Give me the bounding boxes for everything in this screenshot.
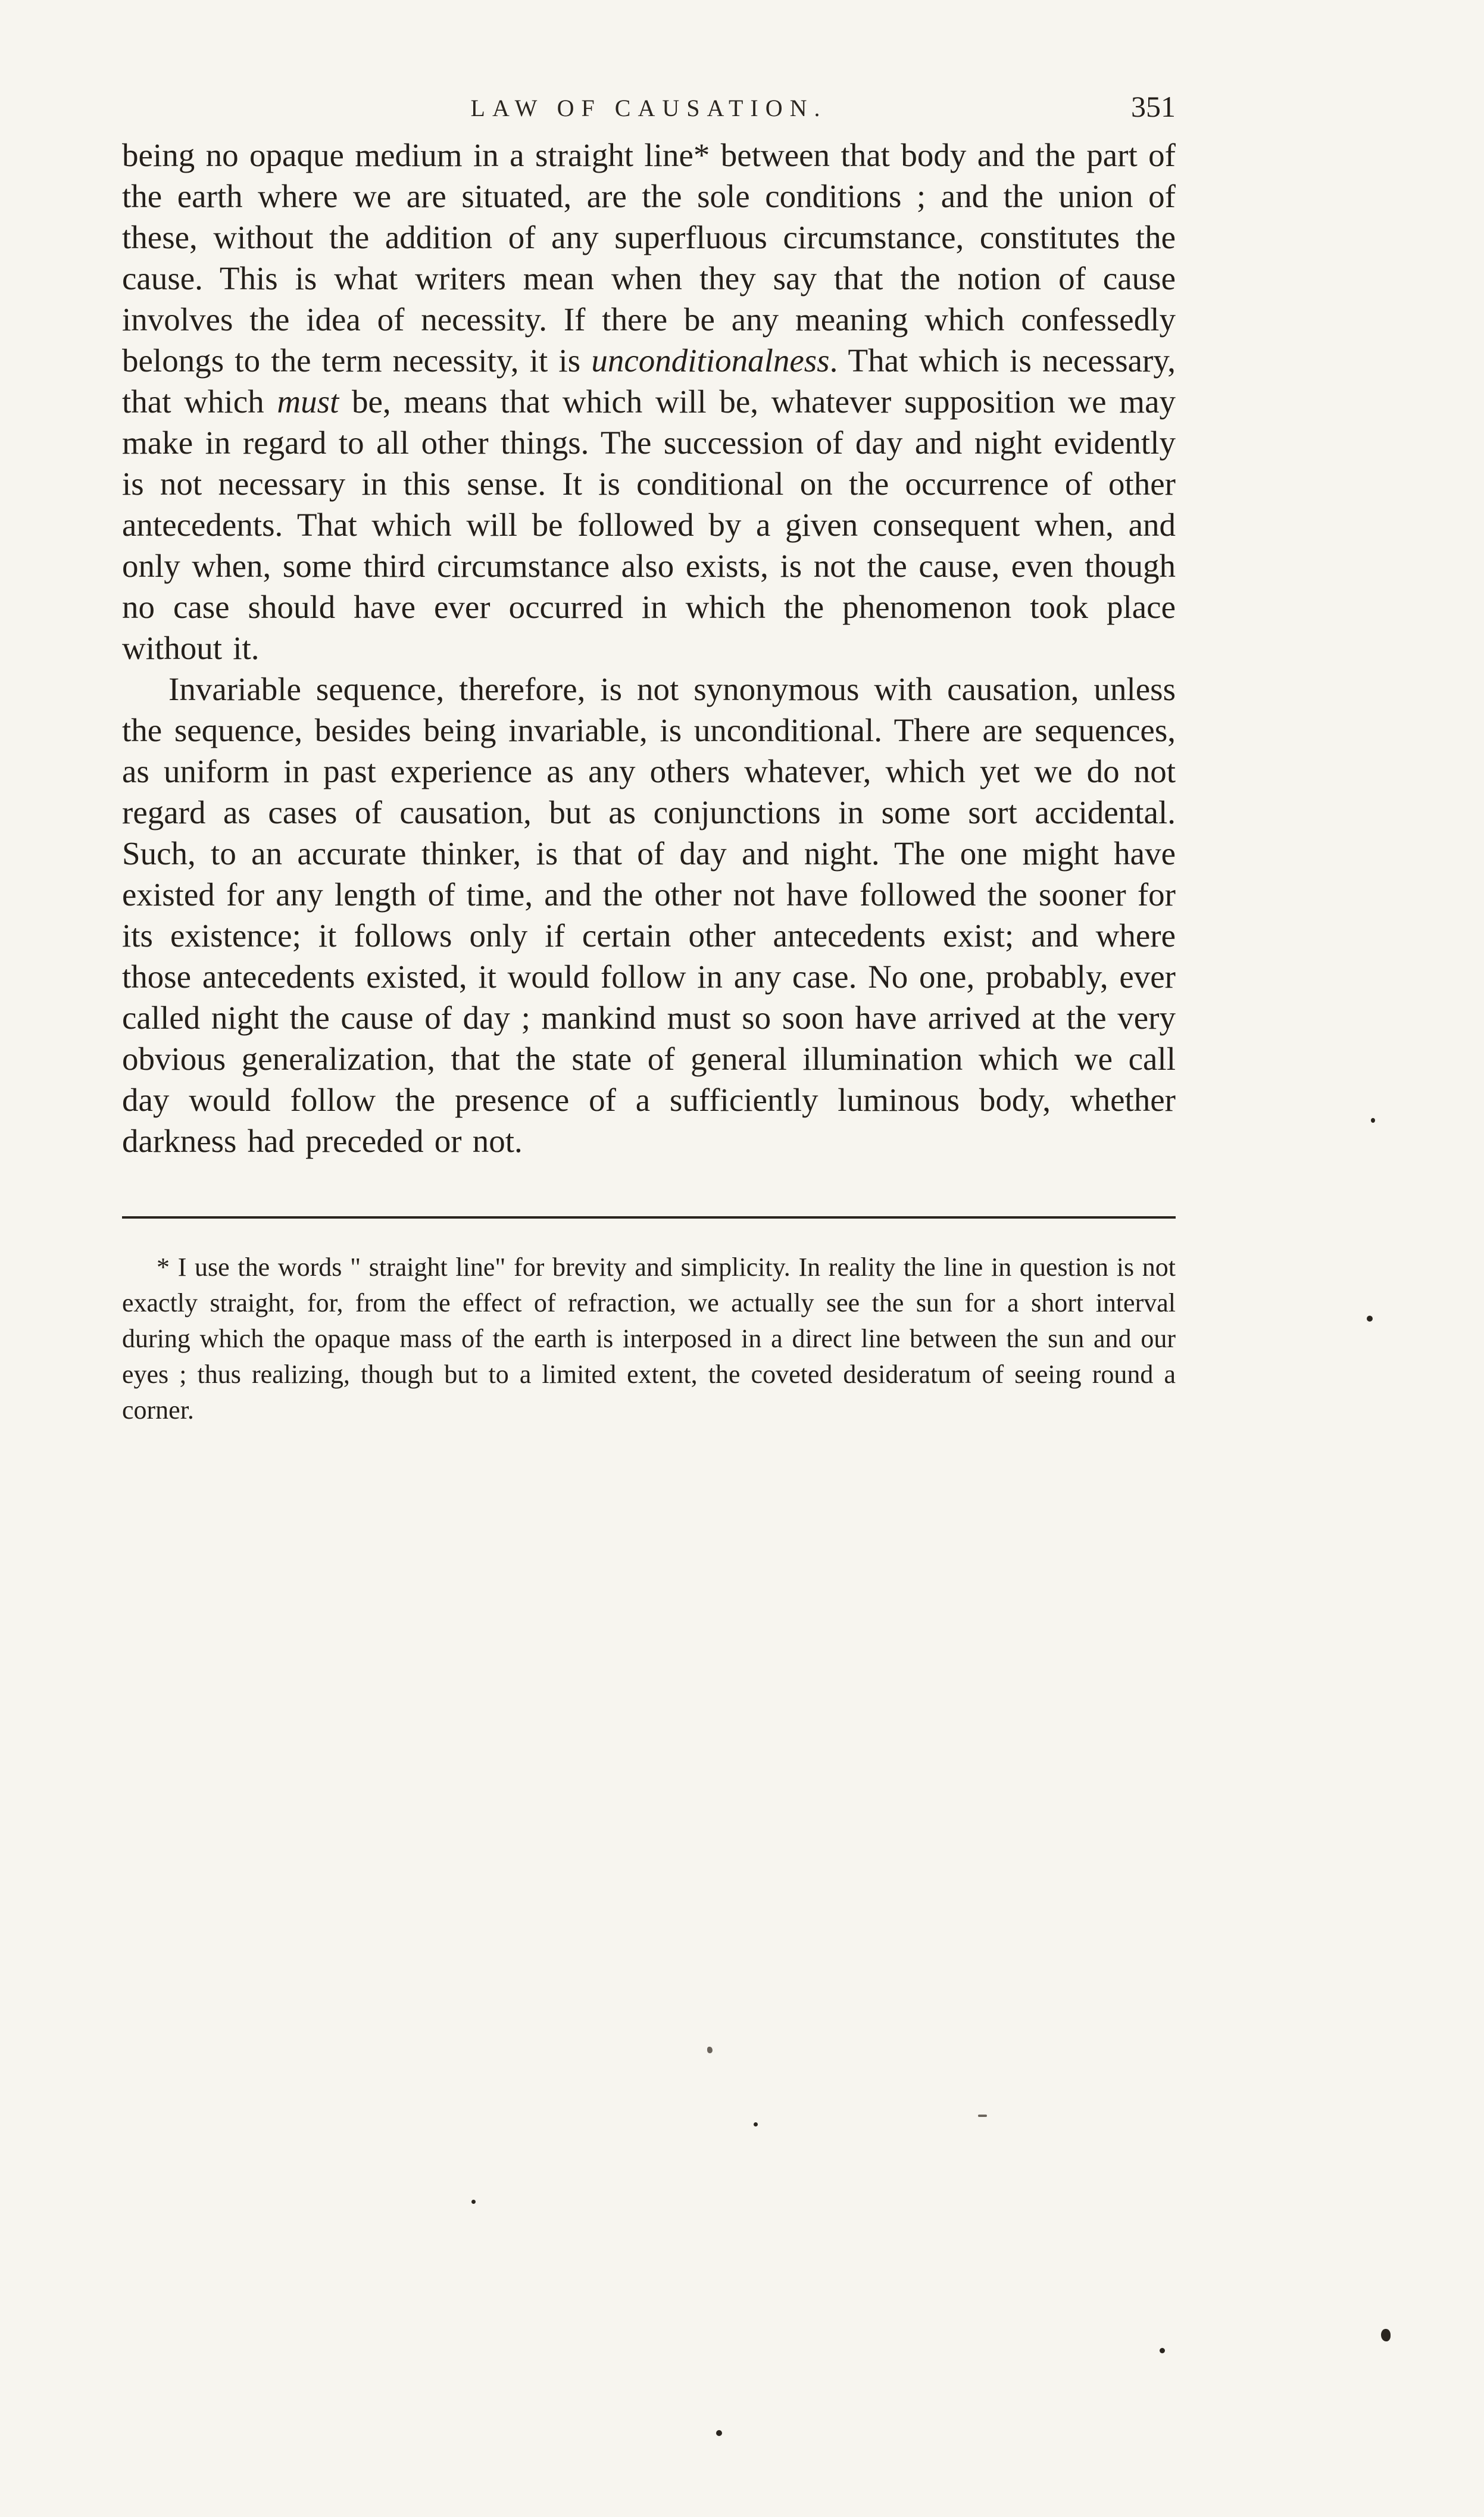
- footnote: * I use the words " straight line" for brevity and simplicity. In reality the line in question is not exactly straight, for, from the effect of refraction, we actually see the sun for a short interval during which the opaque mass of the earth is interposed in a direct line between the sun and our eyes ; thus realizing, though but to a limited extent, the coveted desideratum of seeing round a corner.: [122, 1253, 1176, 1425]
- scan-speck: [978, 2115, 987, 2117]
- footnote-divider: [122, 1216, 1176, 1219]
- text-run: . That which is necessary, that which: [122, 342, 1176, 420]
- scan-speck: [471, 2200, 476, 2204]
- scan-speck: [1381, 2329, 1391, 2341]
- paragraph-1: [122, 135, 1176, 669]
- italic-term-unconditionalness: unconditionalness: [591, 342, 830, 379]
- text-block: [122, 89, 1176, 1428]
- text-run: be, means that which will be, whatever supposition we may make in regard to all other things. The succession of day and night evidently is not necessary in this sense. It is conditional on the occurrence of other antecedents. That which will be followed by a given consequent when, and only when, some third circumstance also exists, is not the cause, even though no case should have ever occurred in which the phenomenon took place without it.: [122, 383, 1176, 666]
- scan-speck: [1371, 1118, 1375, 1123]
- running-head-title: LAW OF CAUSATION.: [470, 95, 827, 121]
- scan-speck: [754, 2122, 758, 2126]
- page-body: [122, 135, 1176, 1161]
- text-run: being no opaque medium in a straight line* between that body and the part of the earth where we are situated, are the sole conditions ; and the union of these, without the addition of any superfluous circumstance, constitutes the cause. This is what writers mean when they say that the notion of cause involves the idea of necessity. If there be any meaning which confessedly belongs to the term necessity, it is: [122, 137, 1176, 379]
- scan-speck: [707, 2047, 713, 2053]
- scan-speck: [1160, 2348, 1165, 2353]
- italic-term-must: must: [277, 383, 339, 420]
- paragraph-2: Invariable sequence, therefore, is not synonymous with causation, unless the sequence, besides being invariable, is unconditional. There are sequences, as uniform in past experience as any others whatever, which yet we do not regard as cases of causation, but as conjunctions in some sort accidental. Such, to an accurate thinker, is that of day and night. The one might have existed for any length of time, and the other not have followed the sooner for its existence; it follows only if certain other antecedents exist; and where those antecedents existed, it would follow in any case. No one, probably, ever called night the cause of day ; mankind must so soon have arrived at the very obvious generalization, that the state of general illumination which we call day would follow the presence of a sufficiently luminous body, whether darkness had preceded or not.: [122, 671, 1176, 1159]
- scan-speck: [716, 2430, 722, 2436]
- page-number: 351: [1131, 90, 1176, 123]
- scan-speck: [1367, 1316, 1373, 1322]
- running-head: [122, 89, 1176, 126]
